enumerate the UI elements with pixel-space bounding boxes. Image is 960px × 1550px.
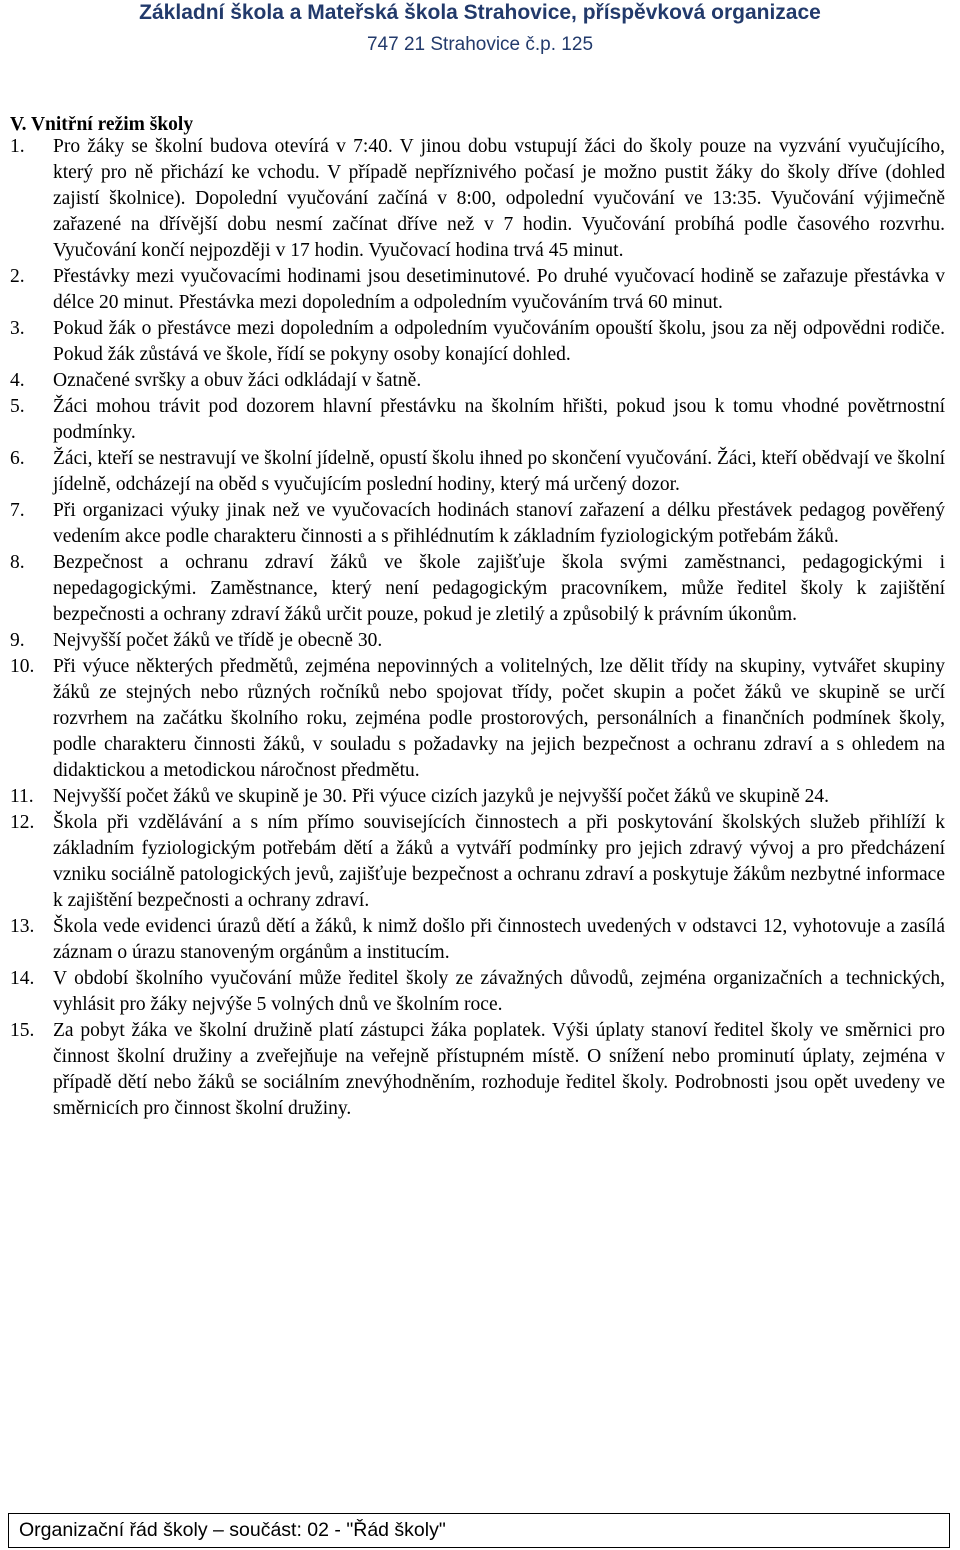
rule-item [10, 550, 945, 628]
rule-text: Při výuce některých předmětů, zejména nepovinných a volitelných, lze dělit třídy na skupiny, vytvářet skupiny žáků ze stejných nebo různých ročníků nebo spojovat třídy, počet skupin a počet žáků ve skupině se určí rozvrhem na začátku školního roku, zejména podle prostorových, personálních a finančních podmínek školy, podle charakteru činnosti žáků, v souladu s požadavky na jejich bezpečnost a ochranu zdraví a s ohledem na didaktickou a metodickou náročnost předmětu. [53, 656, 945, 781]
section-title: V. Vnitřní režim školy [10, 114, 194, 135]
rule-text: Žáci, kteří se nestravují ve školní jídelně, opustí školu ihned po skončení vyučování. Žáci, kteří obědvají ve školní jídelně, odcházejí na oběd s vyučujícím poslední hodiny, který má určený dozor. [53, 448, 945, 495]
rule-item [10, 628, 945, 654]
rules-list [10, 134, 945, 1122]
rule-item [10, 394, 945, 446]
rule-number: 2. [10, 266, 25, 287]
rule-text: Pro žáky se školní budova otevírá v 7:40. V jinou dobu vstupují žáci do školy pouze na vyzvání vyučujícího, který pro ně přichází ke vchodu. V případě nepříznivého počasí je možno pustit žáky do školy dříve (dohled zajistí školnice). Dopolední vyučování začíná v 8:00, odpolední vyučování ve 13:35. Vyučování výjimečně zařazené na dřívější dobu nesmí začínat dříve než v 7 hodin. Vyučování probíhá podle časového rozvrhu. Vyučování končí nejpozději v 17 hodin. Vyučovací hodina trvá 45 minut. [53, 136, 945, 261]
rule-number: 6. [10, 448, 25, 469]
rule-item [10, 784, 945, 810]
rule-item [10, 966, 945, 1018]
rule-number: 4. [10, 370, 25, 391]
rule-item [10, 368, 945, 394]
rule-text: Škola vede evidenci úrazů dětí a žáků, k nimž došlo při činnostech uvedených v odstavci 12, vyhotovuje a zasílá záznam o úrazu stanoveným orgánům a institucím. [53, 916, 945, 963]
rule-number: 1. [10, 136, 25, 157]
rule-item [10, 1018, 945, 1122]
rule-item [10, 810, 945, 914]
rule-number: 9. [10, 630, 25, 651]
school-name-heading: Základní škola a Mateřská škola Strahovice, příspěvková organizace [139, 1, 821, 24]
rule-text: Za pobyt žáka ve školní družině platí zástupci žáka poplatek. Výši úplaty stanoví ředitel školy ve směrnici pro činnost školní družiny a zveřejňuje na veřejně přístupném místě. O snížení nebo prominutí úplaty, zejména v případě dětí nebo žáků se sociálním znevýhodněním, rozhoduje ředitel školy. Podrobnosti jsou opět uvedeny ve směrnicích pro činnost školní družiny. [53, 1020, 945, 1119]
rule-number: 10. [10, 656, 35, 677]
rule-text: Škola při vzdělávání a s ním přímo souvisejících činnostech a při poskytování školských služeb přihlíží k základním fyziologickým potřebám dětí a žáků a vytváří podmínky pro jejich zdravý vývoj a pro předcházení vzniku sociálně patologických jevů, zajišťuje bezpečnost a ochranu zdraví a poskytuje žákům nezbytné informace k zajištění bezpečnosti a ochrany zdraví. [53, 812, 945, 911]
rule-item [10, 134, 945, 264]
rule-text: Bezpečnost a ochranu zdraví žáků ve škole zajišťuje škola svými zaměstnanci, pedagogickými i nepedagogickými. Zaměstnance, který není pedagogickým pracovníkem, může ředitel školy k zajištění bezpečnosti a ochrany zdraví žáků určit pouze, pokud je zletilý a způsobilý k právním úkonům. [53, 552, 945, 625]
rule-number: 14. [10, 968, 35, 989]
rule-number: 7. [10, 500, 25, 521]
rule-text: Nejvyšší počet žáků ve skupině je 30. Při výuce cizích jazyků je nejvyšší počet žáků ve skupině 24. [53, 786, 829, 807]
footer: Organizační řád školy – součást: 02 - "Řád školy" [8, 1513, 950, 1548]
rule-item [10, 264, 945, 316]
rule-text: Při organizaci výuky jinak než ve vyučovacích hodinách stanoví zařazení a délku přestávek pedagog pověřený vedením akce podle charakteru činnosti a s přihlédnutím k základním fyziologickým potřebám žáků. [53, 500, 945, 547]
rule-item [10, 914, 945, 966]
rule-number: 11. [10, 786, 34, 807]
rule-number: 15. [10, 1020, 35, 1041]
rule-text: Označené svršky a obuv žáci odkládají v šatně. [53, 370, 422, 391]
rule-text: Nejvyšší počet žáků ve třídě je obecně 30. [53, 630, 383, 651]
rule-number: 5. [10, 396, 25, 417]
rule-number: 8. [10, 552, 25, 573]
rule-number: 3. [10, 318, 25, 339]
rule-text: Pokud žák o přestávce mezi dopoledním a odpoledním vyučováním opouští školu, jsou za něj odpovědni rodiče. Pokud žák zůstává ve škole, řídí se pokyny osoby konající dohled. [53, 318, 945, 365]
rule-text: Žáci mohou trávit pod dozorem hlavní přestávku na školním hřišti, pokud jsou k tomu vhodné povětrnostní podmínky. [53, 396, 945, 443]
rule-number: 13. [10, 916, 35, 937]
rule-item [10, 446, 945, 498]
rule-text: Přestávky mezi vyučovacími hodinami jsou desetiminutové. Po druhé vyučovací hodině se zařazuje přestávka v délce 20 minut. Přestávka mezi dopoledním a odpoledním vyučováním trvá 60 minut. [53, 266, 945, 313]
rule-item [10, 498, 945, 550]
rule-item [10, 654, 945, 784]
rule-item [10, 316, 945, 368]
rule-text: V období školního vyučování může ředitel školy ze závažných důvodů, zejména organizačních a technických, vyhlásit pro žáky nejvýše 5 volných dnů ve školním roce. [53, 968, 945, 1015]
rule-number: 12. [10, 812, 35, 833]
school-address: 747 21 Strahovice č.p. 125 [366, 34, 594, 55]
